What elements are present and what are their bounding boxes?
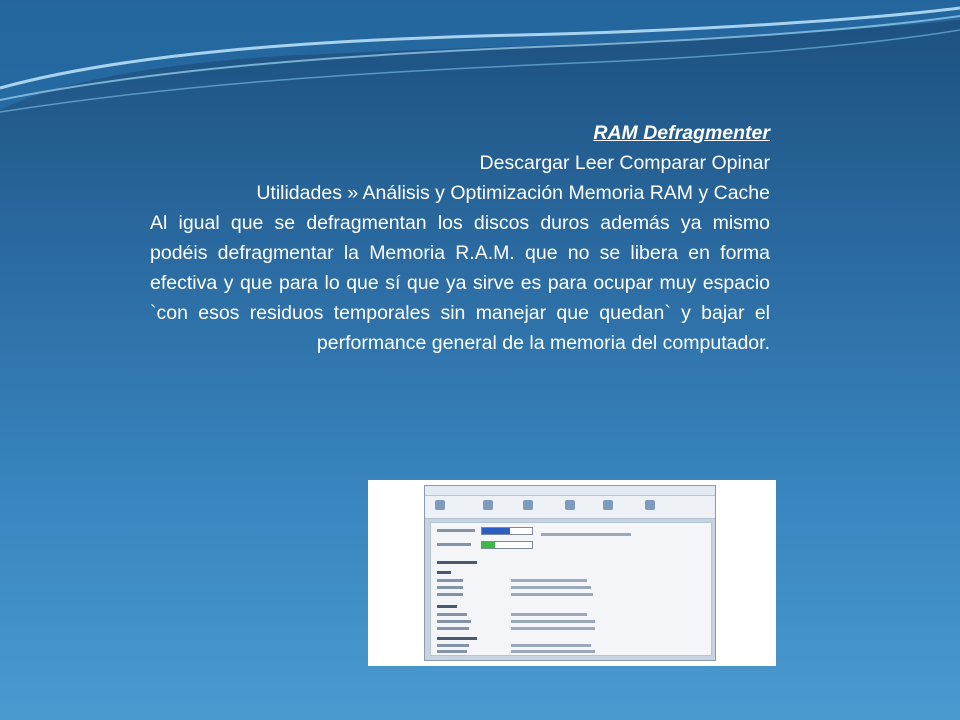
stat-row [437,593,463,596]
description-paragraph: Al igual que se defragmentan los discos duros además ya mismo podéis defragmentar la Memoria R.A.M. que no se libera en forma efectiva y que para lo que sí que ya sirve es para ocupar muy espacio `con esos residuos temporales sin manejar que quedan` y bajar el performance general de la memoria del computador. [150,212,770,354]
stat-value [511,593,593,596]
toolbar-icon [565,500,575,510]
section-header [437,605,457,608]
stat-value [511,620,595,623]
toolbar-icon [523,500,533,510]
links-line: Descargar Leer Comparar Opinar [479,152,770,174]
stats-panel [430,522,712,656]
stat-row [437,613,467,616]
toolbar-icon [603,500,613,510]
category-line: Utilidades » Análisis y Optimización Memoria RAM y Cache [256,182,770,204]
stat-row [437,620,471,623]
stat-value [511,613,587,616]
stat-value [511,586,591,589]
stat-value [511,579,587,582]
toolbar-icon [483,500,493,510]
app-window [424,485,716,661]
stat-row [437,650,467,653]
section-header [437,571,451,574]
stat-value [511,627,595,630]
slide-text [150,118,770,358]
toolbar-icon [435,500,445,510]
slide-title: RAM Defragmenter [593,122,770,144]
stat-row [437,543,471,546]
usage-bar-1-fill [482,528,510,534]
stat-row [437,579,463,582]
usage-bar-2 [481,541,533,549]
stat-value [601,533,631,536]
usage-bar-2-fill [482,542,495,548]
stat-value [511,644,591,647]
stat-value [511,650,595,653]
stat-row [437,529,475,532]
app-screenshot [368,480,776,666]
stat-row [437,644,469,647]
section-header [437,637,477,640]
stat-value [541,533,601,536]
usage-bar-1 [481,527,533,535]
toolbar-icon [645,500,655,510]
toolbar [425,496,715,519]
section-header [437,561,477,564]
stat-row [437,586,463,589]
stat-row [437,627,469,630]
menu-bar [425,486,715,496]
